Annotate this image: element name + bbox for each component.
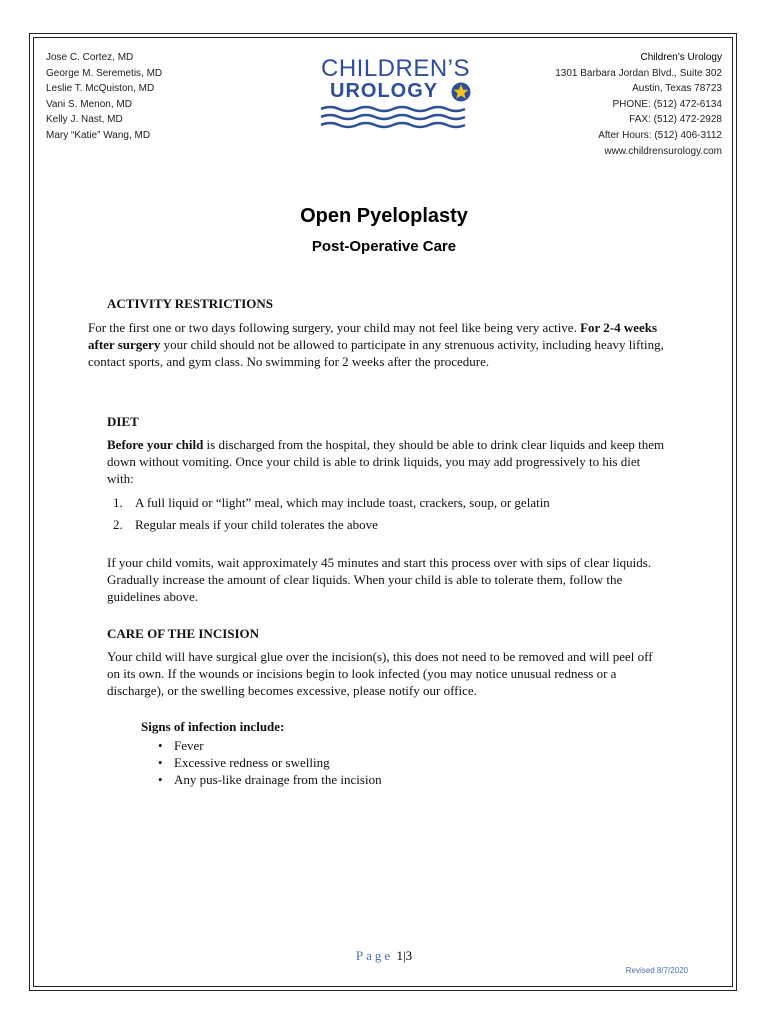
list-number: 1.	[113, 495, 123, 510]
activity-bold-text: For 2-4 weeks after surgery	[88, 320, 658, 353]
bullet-icon: •	[158, 738, 163, 753]
list-item-text: Fever	[174, 738, 204, 753]
phone-number: PHONE: (512) 472-6134	[612, 98, 722, 110]
doctor-name: Leslie T. McQuiston, MD	[46, 83, 155, 95]
section-heading-incision: CARE OF THE INCISION	[107, 626, 260, 641]
waves-icon	[319, 105, 469, 129]
list-item	[158, 754, 382, 771]
diet-paragraph	[107, 436, 667, 488]
logo-text-childrens: CHILDREN’S	[321, 55, 471, 82]
bullet-icon: •	[158, 772, 163, 787]
bullet-icon: •	[158, 755, 163, 770]
star-icon	[451, 82, 471, 102]
list-number: 2.	[113, 517, 123, 532]
signs-of-infection-list	[158, 737, 382, 788]
doctor-name: Mary “Katie” Wang, MD	[46, 129, 151, 141]
logo-text-urology: UROLOGY	[330, 80, 439, 102]
activity-text-2: your child should not be allowed to participate in any strenuous activity, including heavy lifting, contact sports, and gym class. No swimming for 2 weeks after the procedure.	[88, 337, 664, 370]
diet-bold-text: Before your child	[107, 437, 204, 452]
activity-text-1: For the first one or two days following surgery, your child may not feel like being very active.	[88, 320, 581, 335]
list-item-text: A full liquid or “light” meal, which may include toast, crackers, soup, or gelatin	[135, 495, 550, 510]
page-label: Page	[355, 948, 394, 963]
diet-text: is discharged from the hospital, they should be able to drink clear liquids and keep them down without vomiting. Once your child is able to drink liquids, you may add progressively to his diet with:	[107, 437, 665, 487]
doctor-name: George M. Seremetis, MD	[46, 67, 163, 79]
list-item-text: Any pus-like drainage from the incision	[174, 772, 382, 787]
address-line-2: Austin, Texas 78723	[632, 83, 722, 95]
doctor-name: Jose C. Cortez, MD	[46, 52, 134, 63]
doctor-name: Kelly J. Nast, MD	[46, 114, 123, 126]
signs-of-infection-heading: Signs of infection include:	[141, 719, 285, 734]
list-item	[107, 516, 667, 538]
document-title: Open Pyeloplasty	[300, 205, 468, 227]
address-line-1: 1301 Barbara Jordan Blvd., Suite 302	[555, 67, 722, 79]
total-pages: 3	[405, 948, 413, 963]
website-link[interactable]: www.childrensurology.com	[604, 145, 722, 157]
fax-number: FAX: (512) 472-2928	[629, 114, 722, 126]
list-item	[158, 737, 382, 754]
page-separator: |	[402, 948, 406, 963]
diet-numbered-list	[107, 494, 667, 538]
contact-info	[555, 50, 722, 159]
list-item-text: Regular meals if your child tolerates the above	[135, 517, 378, 532]
list-item	[158, 771, 382, 788]
revised-date: Revised 8/7/2020	[625, 966, 688, 975]
list-item	[107, 494, 667, 516]
doctor-name: Vani S. Menon, MD	[46, 98, 132, 110]
activity-paragraph	[88, 319, 668, 371]
doctors-list	[46, 50, 162, 144]
diet-vomit-paragraph: If your child vomits, wait approximately 45 minutes and start this process over with sips of clear liquids. Gradually increase the amount of clear liquids. When your child is able to tolerate them, follow the guidelines above.	[107, 555, 652, 605]
current-page: 1	[396, 948, 403, 963]
page-number	[0, 948, 768, 964]
section-heading-diet: DIET	[107, 414, 139, 429]
childrens-urology-logo	[315, 55, 475, 130]
section-heading-activity: ACTIVITY RESTRICTIONS	[107, 296, 274, 311]
incision-paragraph: Your child will have surgical glue over the incision(s), this does not need to be removed and will peel off on its own. If the wounds or incisions begin to look infected (you may notice unusual redness or a discharge), or the swelling becomes excessive, please notify our office.	[107, 649, 653, 699]
list-item-text: Excessive redness or swelling	[174, 755, 330, 770]
org-name: Children’s Urology	[640, 52, 722, 63]
document-subtitle: Post-Operative Care	[311, 238, 457, 255]
after-hours-number: After Hours: (512) 406-3112	[598, 129, 722, 141]
